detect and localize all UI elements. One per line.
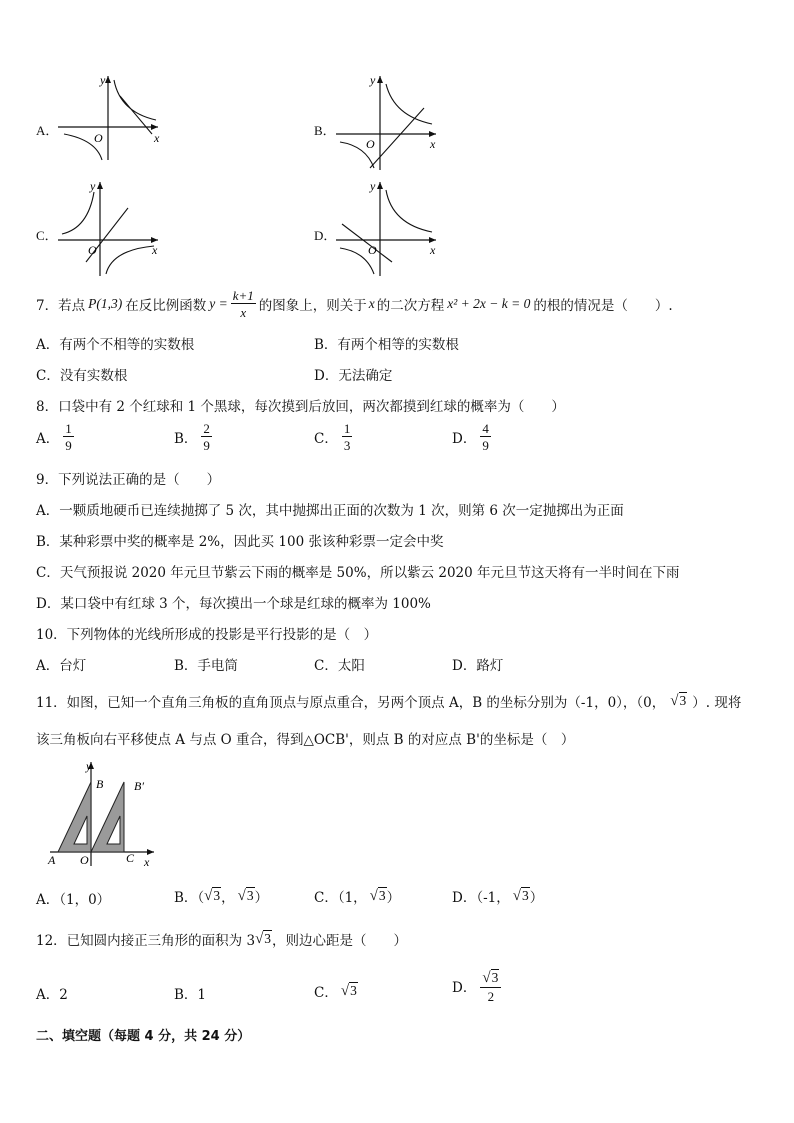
q11-option-c: C．（1， √3 ） <box>314 887 401 906</box>
q12-option-a: A．2 <box>36 987 68 1003</box>
q7-option-b: B．有两个相等的实数根 <box>314 337 459 353</box>
option-b-label: B． <box>314 123 336 138</box>
section-2-heading: 二、填空题（每题 4 分，共 24 分） <box>36 1029 251 1044</box>
q8-option-c: C． $\frac{1}{3}$ <box>314 421 351 453</box>
q11-figure <box>44 758 160 868</box>
fig-x-label: x <box>144 855 150 868</box>
q7-option-a: A．有两个不相等的实数根 <box>36 337 195 353</box>
svg-text:y: y <box>90 179 96 193</box>
svg-text:x: x <box>430 243 436 257</box>
q12-option-d: D． $\frac{√3}{2}$ <box>452 970 501 1003</box>
q9-option-c: C．天气预报说 2020 年元旦节紫云下雨的概率是 50%，所以紫云 2020 年元旦节这天将有一半时间在下雨 <box>36 565 680 581</box>
fig-c-label: C <box>126 851 135 865</box>
svg-text:y: y <box>370 179 376 193</box>
question-10-stem: 10．下列物体的光线所形成的投影是平行投影的是（ ） <box>36 627 378 643</box>
axis-y-label: y <box>100 73 106 87</box>
origin-label: O <box>94 131 103 145</box>
fig-y-label: y <box>86 759 92 773</box>
graph-a <box>58 72 168 162</box>
graph-b <box>336 72 446 172</box>
q10-option-c: C．太阳 <box>314 658 365 674</box>
svg-text:O: O <box>368 243 377 257</box>
q8-option-d: D． $\frac{4}{9}$ <box>452 421 489 453</box>
q7-option-c: C．没有实数根 <box>36 368 128 384</box>
question-12-stem: 12．已知圆内接正三角形的面积为 3 √3 ，则边心距是（ ） <box>36 930 408 949</box>
q8-option-b: B． $\frac{2}{9}$ <box>174 421 210 453</box>
svg-text:O: O <box>366 137 375 151</box>
graph-d <box>336 178 446 278</box>
svg-text:x: x <box>430 137 436 151</box>
question-8-stem: 8．口袋中有 2 个红球和 1 个黑球，每次摸到后放回，两次都摸到红球的概率为（ ） <box>36 399 565 415</box>
fig-a-label: A <box>48 853 56 867</box>
svg-text:O: O <box>88 243 97 257</box>
q7-option-d: D．无法确定 <box>314 368 393 384</box>
fig-o-label: O <box>80 853 89 867</box>
svg-text:y: y <box>370 73 376 87</box>
svg-text:x: x <box>152 243 158 257</box>
fig-bprime-label: B′ <box>134 779 144 793</box>
graph-c <box>58 178 168 278</box>
q11-option-a: A．（1，0） <box>36 892 111 908</box>
question-9-stem: 9．下列说法正确的是（ ） <box>36 472 221 488</box>
q12-option-b: B．1 <box>174 987 207 1003</box>
question-11-line2: 该三角板向右平移使点 A 与点 O 重合，得到△OCB'，则点 B 的对应点 B'的坐标是（ ） <box>36 732 575 748</box>
q8-option-a: A． $\frac{1}{9}$ <box>36 421 72 453</box>
option-c-label: C． <box>36 228 58 243</box>
q9-option-b: B．某种彩票中奖的概率是 2%，因此买 100 张该种彩票一定会中奖 <box>36 534 444 550</box>
option-d-label: D． <box>314 228 337 243</box>
q11-option-b: B．（ √3 ， √3 ） <box>174 887 269 906</box>
q10-option-a: A．台灯 <box>36 658 87 674</box>
option-a-label: A． <box>36 123 59 138</box>
fig-b-label: B <box>96 777 104 791</box>
q10-option-b: B．手电筒 <box>174 658 238 674</box>
axis-x-label: x <box>154 131 160 145</box>
q11-option-d: D．（-1， √3 ） <box>452 887 544 906</box>
q10-option-d: D．路灯 <box>452 658 504 674</box>
q9-option-a: A．一颗质地硬币已连续抛掷了 5 次，其中抛掷出正面的次数为 1 次，则第 6 次一定抛掷出为正面 <box>36 503 624 519</box>
question-11-line1: 11．如图，已知一个直角三角板的直角顶点与原点重合，另两个顶点 A，B 的坐标分别为（-1，0），（0， √3 ）. 现将 <box>36 692 742 711</box>
q9-option-d: D．某口袋中有红球 3 个，每次摸出一个球是红球的概率为 100% <box>36 596 431 612</box>
q12-option-c: C． √3 <box>314 982 357 1001</box>
question-7-stem: 7．若点 P(1,3) 在反比例函数 y = $\frac{k+1}{x}$ 的图象上，则关于 x 的二次方程 x² + 2x − k = 0 的根的情况是（ ）. <box>36 288 673 320</box>
